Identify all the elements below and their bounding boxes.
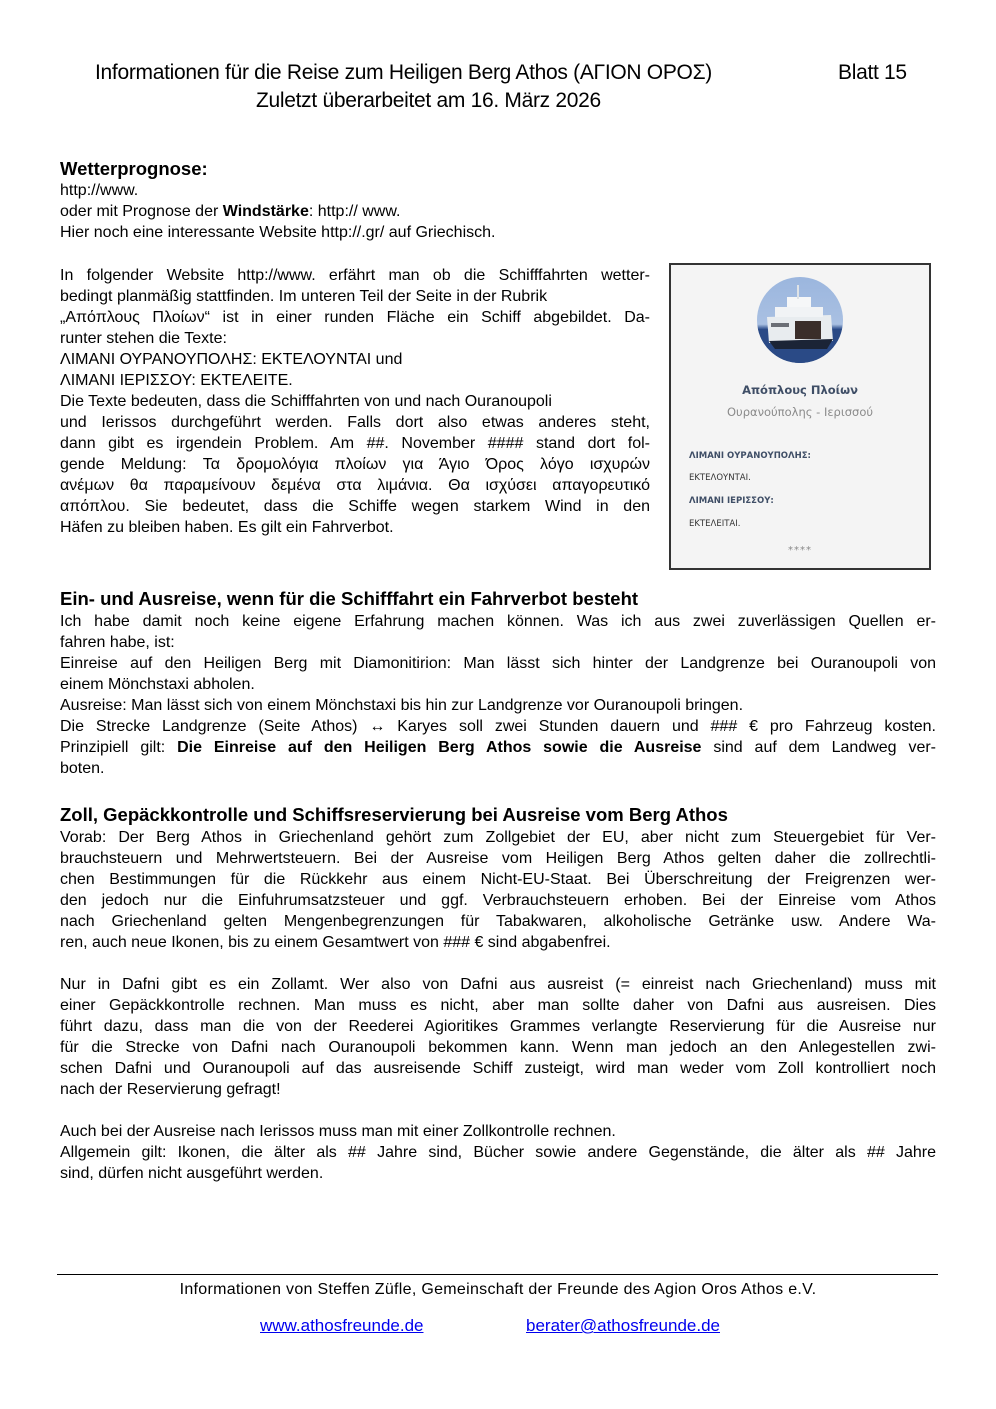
weather-section [60,158,495,243]
land-route-heading: Ein- und Ausreise, wenn für die Schifffahrt ein Fahrverbot besteht [60,588,639,609]
text-line: Auch bei der Ausreise nach Ierissos muss man mit einer Zollkontrolle rechnen. [60,1123,616,1140]
text-line: ανέμων θα παραμείνουν δεμένα στα λιμάνια. Θα ισχύσει απαγορευτικό [60,477,650,494]
text-line: nach Griechenland gelten Mengenbegrenzungen für Tabakwaren, alkoholische Getränke usw. Andere Wa- [60,913,936,930]
text-line: chen Bestimmungen für die Rückkehr aus einem Nicht-EU-Staat. Bei Überschreitung der Freigrenzen wer- [60,871,936,888]
text-line: und Ierissos durchgeführt werden. Falls dort also etwas anderes steht, [60,414,650,431]
title-text: Informationen für die Reise zum Heiligen Berg Athos (ΑΓΙΟΝ ΟΡΟΣ) [95,61,712,84]
text-line: Häfen zu bleiben haben. Es gilt ein Fahrverbot. [60,519,394,536]
text-line: ΛΙΜΑΝΙ ΙΕΡΙΣΣΟΥ: ΕΚΤΕΛΕΙΤΕ. [60,372,293,389]
text-line: ΛΙΜΑΝΙ ΟΥΡΑΝΟΥΠΟΛΗΣ: ΕΚΤΕΛΟΥΝΤΑΙ und [60,351,403,368]
text: : http:// www. [308,203,401,220]
text: oder mit Prognose der [60,203,223,220]
weather-line-1: http://www. [60,182,139,199]
footer-attribution: Informationen von Steffen Züfle, Gemeinschaft der Freunde des Agion Oros Athos e.V. [179,1281,817,1298]
text-line: führt dazu, dass man die von der Reederei Agioritikes Grammes verlangte Reservierung für die Ausreise nur [60,1018,936,1035]
text-line: „Απόπλους Πλοίων“ ist in einer runden Fläche ein Schiff abgebildet. Da- [60,309,650,326]
text-line: dann gibt es irgendein Problem. Am ##. November #### stand dort fol- [60,435,650,452]
text-line: einer Gepäckkontrolle rechnen. Man muss es nicht, aber man sollte daher von Dafni aus ausreisen. Dies [60,997,936,1014]
sheet-number: Blatt 15 [838,61,907,84]
card-subtitle: Ουρανούπολης - Ιερισσού [726,405,874,419]
weather-line-2 [60,201,495,222]
windstaerke-bold: Windstärke [222,203,309,220]
text: sind auf dem Landweg ver- [701,739,936,756]
website-link[interactable]: www.athosfreunde.de [260,1316,424,1335]
port1-label: ΛΙΜΑΝΙ ΟΥΡΑΝΟΥΠΟΛΗΣ: [689,451,811,461]
text-line: Die Texte bedeuten, dass die Schifffahrten von und nach Ouranoupoli [60,393,552,410]
port2-label: ΛΙΜΑΝΙ ΙΕΡΙΣΣΟΥ: [689,496,774,506]
text-line: gende Meldung: Τα δρομολόγια πλοίων για Άγιο Όρος λόγο ισχυρών [60,456,650,473]
text-line: für die Strecke von Dafni nach Ouranoupoli bekommen kann. Wenn man jedoch an den Anlegestellen zwi- [60,1039,936,1056]
card-title: Απόπλους Πλοίων [742,383,858,397]
weather-heading: Wetterprognose: [60,158,208,179]
text-line: sind, dürfen nicht ausgeführt werden. [60,1165,324,1182]
port2-status: ΕΚΤΕΛΕΙΤΑΙ. [689,519,741,529]
text-line: boten. [60,760,105,777]
customs-section [60,804,936,1184]
text-line: Die Strecke Landgrenze (Seite Athos) ↔ Karyes soll zwei Stunden dauern und ### € pro Fahrzeug kosten. [60,718,936,735]
weather-line-3: Hier noch eine interessante Website http://.gr/ auf Griechisch. [60,224,496,241]
text-line: In folgender Website http://www. erfährt man ob die Schifffahrten wetter- [60,267,650,284]
text-line: Vorab: Der Berg Athos in Griechenland gehört zum Zollgebiet der EU, aber nicht zum Steuergebiet für Ver- [60,829,936,846]
ferry-status-paragraph [60,265,650,538]
text-line: Allgemein gilt: Ikonen, die älter als ## Jahre sind, Bücher sowie andere Gegenstände, die älter als ## Jahre [60,1144,936,1161]
text-line: απόπλου. Sie bedeutet, dass die Schiffe wegen starkem Wind in den [60,498,650,515]
text-line: brauchsteuern und Mehrwertsteuern. Bei der Ausreise vom Heiligen Berg Athos gelten daher die zollrechtli- [60,850,936,867]
text-line: schen Dafni und Ouranoupoli auf das ausreisende Schiff zusteigt, wird man weder vom Zoll kontrolliert noch [60,1060,936,1077]
rule-line [60,737,936,758]
ferry-ship-image [757,277,843,363]
text-line: Ich habe damit noch keine eigene Erfahrung machen können. Was ich aus zwei zuverlässigen Quellen er- [60,613,936,630]
land-route-section [60,588,936,779]
footer-divider [57,1274,938,1275]
rating-stars: **** [788,545,812,556]
text-line: runter stehen die Texte: [60,330,227,347]
last-updated: Zuletzt überarbeitet am 16. März 2026 [256,89,601,112]
text-line: bedingt planmäßig stattfinden. Im unteren Teil der Seite in der Rubrik [60,288,548,305]
text-line: nach der Reservierung gefragt! [60,1081,281,1098]
port1-status: ΕΚΤΕΛΟΥΝΤΑΙ. [689,473,751,483]
text-line: den jedoch nur die Einfuhrumsatzsteuer und ggf. Verbrauchsteuern erhoben. Bei der Einreise vom Athos [60,892,936,909]
text-line: einem Mönchstaxi abholen. [60,676,255,693]
customs-heading: Zoll, Gepäckkontrolle und Schiffsreservierung bei Ausreise vom Berg Athos [60,804,728,825]
ferry-status-card-image [669,263,931,570]
text-line: fahren habe, ist: [60,634,175,651]
text-line: Ausreise: Man lässt sich von einem Mönchstaxi bis hin zur Landgrenze vor Ouranoupoli bringen. [60,697,744,714]
email-link[interactable]: berater@athosfreunde.de [526,1316,720,1335]
text: Prinzipiell gilt: [60,739,178,756]
text-line: Einreise auf den Heiligen Berg mit Diamonitirion: Man lässt sich hinter der Landgrenze bei Ouranoupoli von [60,655,936,672]
document-title [95,60,935,86]
text-line: ren, auch neue Ikonen, bis zu einem Gesamtwert von ### € sind abgabenfrei. [60,934,611,951]
text-line: Nur in Dafni gibt es ein Zollamt. Wer also von Dafni aus ausreist (= einreist nach Griechenland) muss mit [60,976,936,993]
rule-bold: Die Einreise auf den Heiligen Berg Athos sowie die Ausreise [177,739,702,756]
